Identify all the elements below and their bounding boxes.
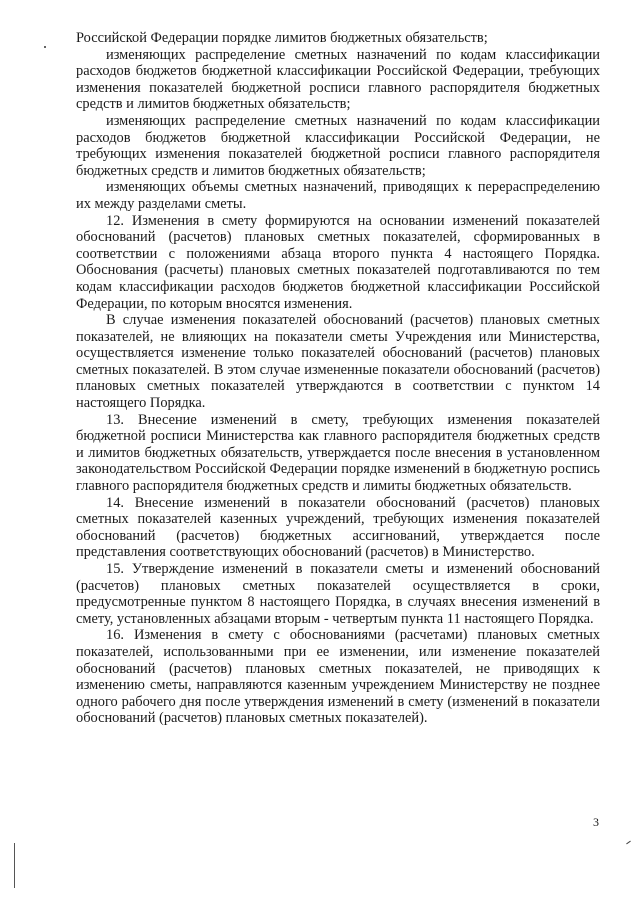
page-number: 3 xyxy=(593,815,599,829)
paragraph: изменяющих распределение сметных назначений по кодам классификации расходов бюджетов бюджетной классификации Российской Федерации, не требующих изменения показателей бюджетной росписи главного распорядителя бюджетных средств и лимитов бюджетных обязательств; xyxy=(76,112,600,179)
paragraph-item-16: 16. Изменения в смету с обоснованиями (расчетами) плановых сметных показателей, использованными при ее изменении, или изменение показателей обоснований (расчетов) плановых сметных показателей, не приводящих к изменению сметы, направляются казенным учреждением Министерству не позднее одного рабочего дня после утверждения изменений в смету (изменений в показатели обоснований (расчетов) плановых сметных показателей). xyxy=(76,627,600,727)
paragraph: Российской Федерации порядке лимитов бюджетных обязательств; xyxy=(76,30,488,46)
scan-edge-line xyxy=(14,843,15,888)
scan-tick-mark xyxy=(626,841,631,845)
paragraph: изменяющих объемы сметных назначений, приводящих к перераспределению их между разделами сметы. xyxy=(76,179,600,212)
paragraph: изменяющих распределение сметных назначений по кодам классификации расходов бюджетов бюджетной классификации Российской Федерации, требующих изменения показателей бюджетной росписи главного распорядителя бюджетных средств и лимитов бюджетных обязательств; xyxy=(76,46,600,113)
paragraph-item-12: 12. Изменения в смету формируются на основании изменений показателей обоснований (расчетов) плановых сметных показателей, сформированных в соответствии с положениями абзаца второго пункта 4 настоящего Порядка. Обоснования (расчеты) плановых сметных показателей подготавливаются по тем кодам классификации расходов бюджетов бюджетной классификации Российской Федерации, по которым вносятся изменения. xyxy=(76,212,600,312)
paragraph-item-13: 13. Внесение изменений в смету, требующих изменения показателей бюджетной росписи Министерства как главного распорядителя бюджетных средств и лимитов бюджетных обязательств, утверждается после внесения в установленном законодательством Российской Федерации порядке изменений в бюджетную роспись главного распорядителя бюджетных средств и лимиты бюджетных обязательств. xyxy=(76,411,600,495)
document-body xyxy=(76,30,600,727)
paragraph: В случае изменения показателей обоснований (расчетов) плановых сметных показателей, не влияющих на показатели сметы Учреждения или Министерства, осуществляется изменение только показателей обоснований (расчетов) плановых сметных показателей. В этом случае измененные показатели обоснований (расчетов) плановых сметных показателей утверждаются в соответствии с пунктом 14 настоящего Порядка. xyxy=(76,312,600,412)
paragraph-item-14: 14. Внесение изменений в показатели обоснований (расчетов) плановых сметных показателей казенных учреждений, требующих изменения показателей обоснований (расчетов) бюджетных ассигнований, утверждается после представления соответствующих обоснований (расчетов) в Министерство. xyxy=(76,494,600,561)
scan-speck xyxy=(44,46,46,48)
paragraph-item-15: 15. Утверждение изменений в показатели сметы и изменений обоснований (расчетов) плановых сметных показателей осуществляется в сроки, предусмотренные пунктом 8 настоящего Порядка, в случаях внесения изменений в смету, установленных абзацами вторым - четвертым пункта 11 настоящего Порядка. xyxy=(76,561,600,627)
